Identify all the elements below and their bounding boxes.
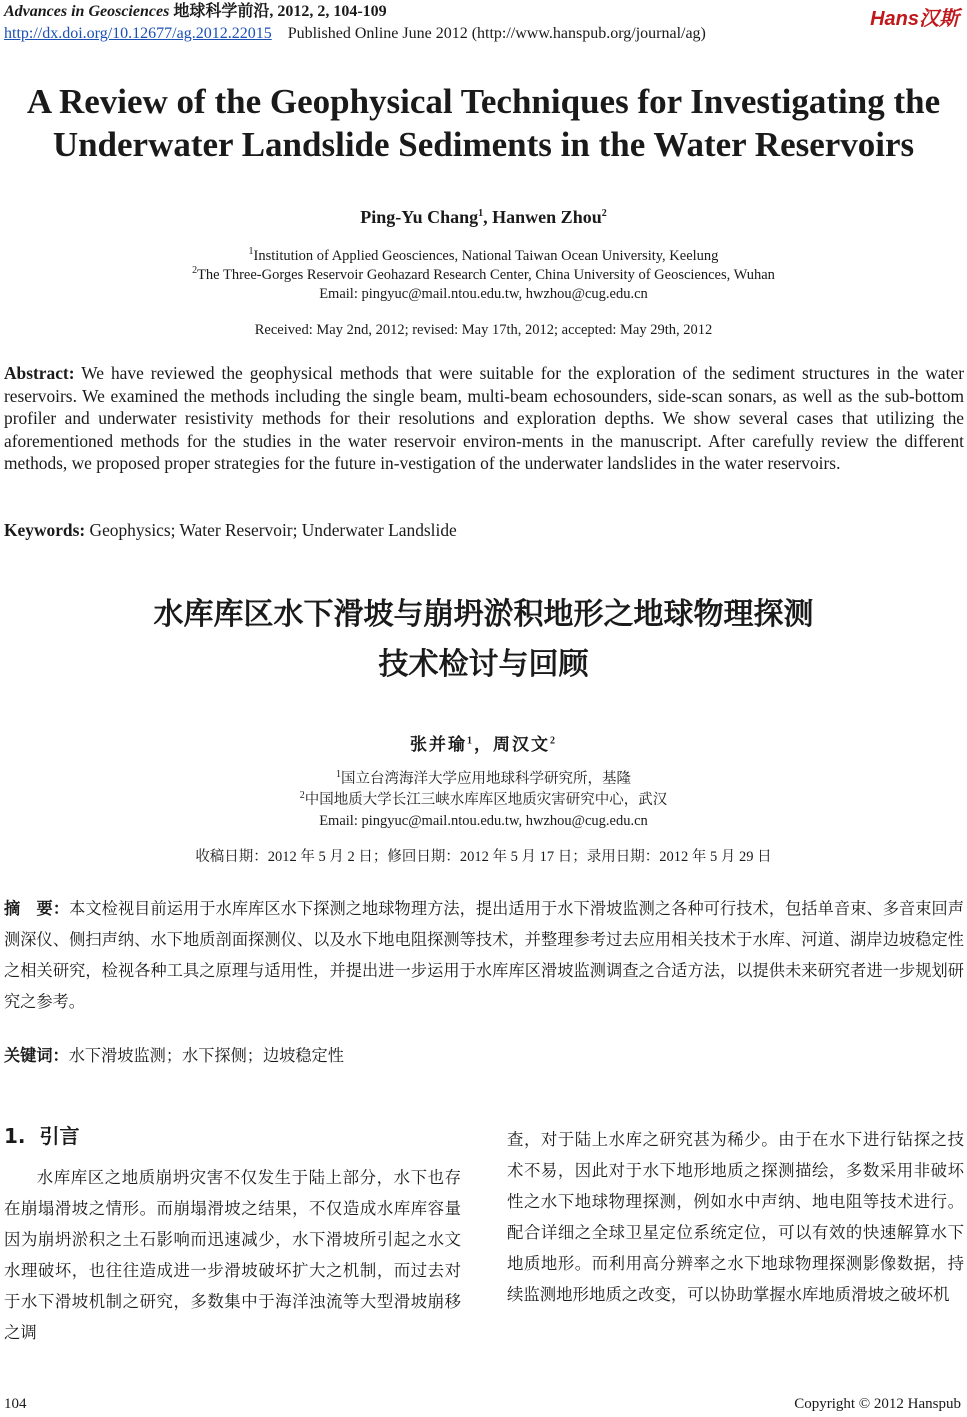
email-en: Email: pingyuc@mail.ntou.edu.tw, hwzhou@cug.edu.cn [319, 286, 648, 302]
aff1-sup: 1 [248, 246, 254, 258]
received-en: Received: May 2nd, 2012; revised: May 17th, 2012; accepted: May 29th, 2012 [254, 322, 713, 338]
body-column-left: 水库库区之地质崩坍灾害不仅发生于陆上部分，水下也存在崩塌滑坡之情形。而崩塌滑坡之结果，不仅造成水库库容量因为崩坍淤积之土石影响而迅速减少，水下滑坡所引起之水文水理破坏，也往往造成进一步滑坡破坏扩大之机制，而过去对于水下滑坡机制之研究，多数集中于海洋浊流等大型滑坡崩移之调 [4, 1168, 461, 1342]
keywords-label: Keywords: [4, 520, 86, 540]
copyright: Copyright © 2012 Hanspub [794, 1396, 961, 1412]
aff2-cn-sup: 2 [299, 790, 305, 802]
aff1-cn-text: 国立台湾海洋大学应用地球科学研究所，基隆 [341, 771, 631, 787]
aff2-cn-text: 中国地质大学长江三峡水库库区地质灾害研究中心，武汉 [304, 792, 668, 808]
journal-name-cn: 地球科学前沿 [173, 3, 270, 20]
keywords-text: Geophysics; Water Reservoir; Underwater Landslide [89, 520, 457, 540]
section-title: 引言 [39, 1124, 80, 1148]
author-2-cn-sup: 2 [550, 735, 557, 747]
abstract-cn [4, 893, 964, 1017]
keywords-en [4, 520, 457, 541]
keywords-cn-text: 水下滑坡监测；水下探侧；边坡稳定性 [68, 1046, 344, 1065]
affiliation-1-cn [0, 769, 967, 790]
doi-link[interactable]: http://dx.doi.org/10.12677/ag.2012.22015 [4, 25, 272, 42]
keywords-cn-label: 关键词： [4, 1046, 69, 1065]
email-cn: Email: pingyuc@mail.ntou.edu.tw, hwzhou@cug.edu.cn [319, 813, 648, 829]
publisher-logo: Hans汉斯 [870, 8, 959, 30]
aff1-text: Institution of Applied Geosciences, National Taiwan Ocean University, Keelung [253, 248, 719, 264]
authors-cn [0, 730, 967, 755]
affiliation-2-en [0, 265, 967, 286]
doi-line [4, 24, 706, 44]
journal-name: Advances in Geosciences [4, 3, 170, 20]
author-1-cn: 张并瑜 [410, 735, 467, 754]
abstract-en [4, 362, 964, 475]
aff2-text: The Three-Gorges Reservoir Geohazard Research Center, China University of Geosciences, Wuhan [197, 267, 775, 283]
author-2-sup: 2 [601, 208, 607, 219]
abstract-label: Abstract: [4, 363, 75, 383]
author-sep-cn: ， [474, 735, 493, 754]
author-sep: , [483, 207, 493, 227]
abstract-text: We have reviewed the geophysical methods that were suitable for the exploration of the sediment structures in the water reservoirs. We examined the methods including the single beam, multi-beam echosounders, side-scan sonars, as well as the sub-bottom profiler and underwater resistivity methods for their resolutions and exploration depths. We show several cases that utilizing the aforementioned methods for the studies in the water reservoir environ-ments in the manuscript. After carefully review the different methods, we proposed proper strategies for the future in-vestigation of the underwater landslides in the water reservoirs. [4, 363, 964, 473]
aff1-cn-sup: 1 [336, 769, 341, 781]
published-note: Published Online June 2012 (http://www.hanspub.org/journal/ag) [287, 25, 706, 42]
journal-header [4, 2, 387, 22]
title-cn-line2: 技术检讨与回顾 [378, 647, 589, 682]
aff2-sup: 2 [192, 265, 198, 277]
paper-title-en: A Review of the Geophysical Techniques for Investigating the Underwater Landslide Sediments in the Water Reservoirs [26, 82, 941, 164]
keywords-cn [4, 1040, 964, 1071]
affiliation-1-en [0, 246, 967, 267]
received-cn: 收稿日期：2012 年 5 月 2 日；修回日期：2012 年 5 月 17 日；录用日期：2012 年 5 月 29 日 [195, 849, 772, 865]
section-heading [4, 1120, 79, 1149]
author-1-en: Ping-Yu Chang [360, 207, 479, 227]
author-2-en: Hanwen Zhou [492, 207, 602, 227]
affiliation-2-cn [0, 790, 967, 811]
author-1-cn-sup: 1 [467, 735, 474, 747]
authors-en [0, 207, 967, 228]
title-cn-line1: 水库库区水下滑坡与崩坍淤积地形之地球物理探测 [153, 597, 814, 632]
journal-issue: , 2012, 2, 104-109 [269, 3, 387, 20]
abstract-cn-label: 摘 要： [4, 899, 70, 918]
author-1-sup: 1 [478, 208, 484, 219]
body-column-right: 查，对于陆上水库之研究甚为稀少。由于在水下进行钻探之技术不易，因此对于水下地形地质之探测描绘，多数采用非破坏性之水下地球物理探测，例如水中声纳、地电阻等技术进行。配合详细之全球卫星定位系统定位，可以有效的快速解算水下地质地形。而利用高分辨率之水下地球物理探测影像数据，持续监测地形地质之改变，可以协助掌握水库地质滑坡之破坏机 [507, 1130, 964, 1304]
author-2-cn: 周汉文 [493, 735, 550, 754]
paper-title-cn [0, 590, 967, 690]
section-number: 1. [4, 1124, 26, 1148]
page-number: 104 [4, 1396, 27, 1412]
abstract-cn-text: 本文检视目前运用于水库库区水下探测之地球物理方法，提出适用于水下滑坡监测之各种可行技术，包括单音束、多音束回声测深仪、侧扫声纳、水下地质剖面探测仪、以及水下地电阻探测等技术，并整理参考过去应用相关技术于水库、河道、湖岸边坡稳定性之相关研究，检视各种工具之原理与适用性，并提出进一步运用于水库库区滑坡监测调查之合适方法，以提供未来研究者进一步规划研究之参考。 [4, 899, 964, 1011]
